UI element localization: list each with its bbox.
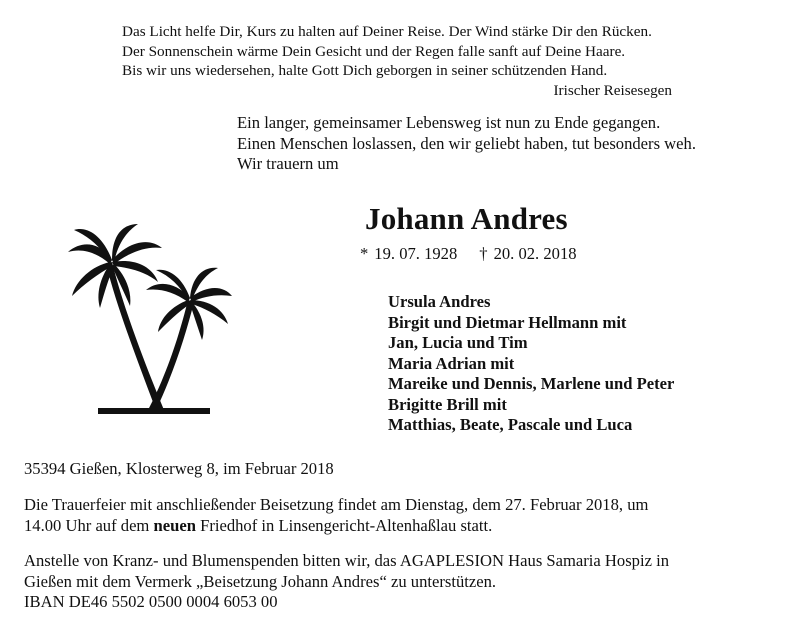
blessing-line: Der Sonnenschein wärme Dein Gesicht und der Regen falle sanft auf Deine Haare.	[122, 42, 626, 60]
ceremony-paragraph	[24, 495, 778, 536]
donation-line: Gießen mit dem Vermerk „Beisetzung Johann Andres“ zu unterstützen.	[24, 571, 497, 591]
life-dates	[360, 244, 577, 264]
ceremony-line: Die Trauerfeier mit anschließender Beisetzung findet am Dienstag, dem 27. Februar 2018, um	[24, 495, 649, 514]
ceremony-emphasis: neuen	[153, 515, 196, 535]
blessing-line: Bis wir uns wiedersehen, halte Gott Dich geborgen in seiner schützenden Hand.	[122, 62, 608, 79]
intro-line: Wir trauern um	[237, 154, 339, 173]
palm-trees-icon	[60, 222, 235, 422]
place-date-line: 35394 Gießen, Klosterweg 8, im Februar 2018	[24, 459, 334, 478]
intro-text	[237, 113, 782, 175]
mourner-line: Birgit und Dietmar Hellmann mit	[388, 312, 627, 332]
death-symbol: †	[479, 244, 488, 263]
birth-symbol: *	[360, 244, 369, 263]
mourner-line: Ursula Andres	[388, 292, 491, 311]
ceremony-text: 14.00 Uhr auf dem	[24, 515, 150, 535]
mourner-line: Maria Adrian mit	[388, 353, 515, 373]
mourner-line: Mareike und Dennis, Marlene und Peter	[388, 374, 675, 393]
mourners-list	[388, 292, 674, 436]
intro-line: Ein langer, gemeinsamer Lebensweg ist nun zu Ende gegangen.	[237, 113, 661, 132]
birth-date: 19. 07. 1928	[374, 244, 458, 263]
death-date: 20. 02. 2018	[493, 244, 577, 263]
blessing-line: Das Licht helfe Dir, Kurs zu halten auf Deiner Reise. Der Wind stärke Dir den Rücken.	[122, 23, 652, 40]
mourner-line: Brigitte Brill mit	[388, 394, 507, 414]
donation-paragraph	[24, 551, 778, 613]
blessing-verse	[122, 22, 682, 100]
donation-line: Anstelle von Kranz- und Blumenspenden bitten wir, das AGAPLESION Haus Samaria Hospiz in	[24, 551, 670, 570]
intro-line: Einen Menschen loslassen, den wir geliebt haben, tut besonders weh.	[237, 133, 696, 153]
mourner-line: Matthias, Beate, Pascale und Luca	[388, 415, 633, 434]
blessing-attribution: Irischer Reisesegen	[553, 81, 672, 99]
ceremony-text: Friedhof in Linsengericht-Altenhaßlau statt.	[200, 515, 493, 535]
ceremony-line	[24, 516, 778, 537]
deceased-name: Johann Andres	[365, 201, 568, 236]
iban-line: IBAN DE46 5502 0500 0004 6053 00	[24, 592, 278, 611]
mourner-line: Jan, Lucia und Tim	[388, 333, 528, 352]
